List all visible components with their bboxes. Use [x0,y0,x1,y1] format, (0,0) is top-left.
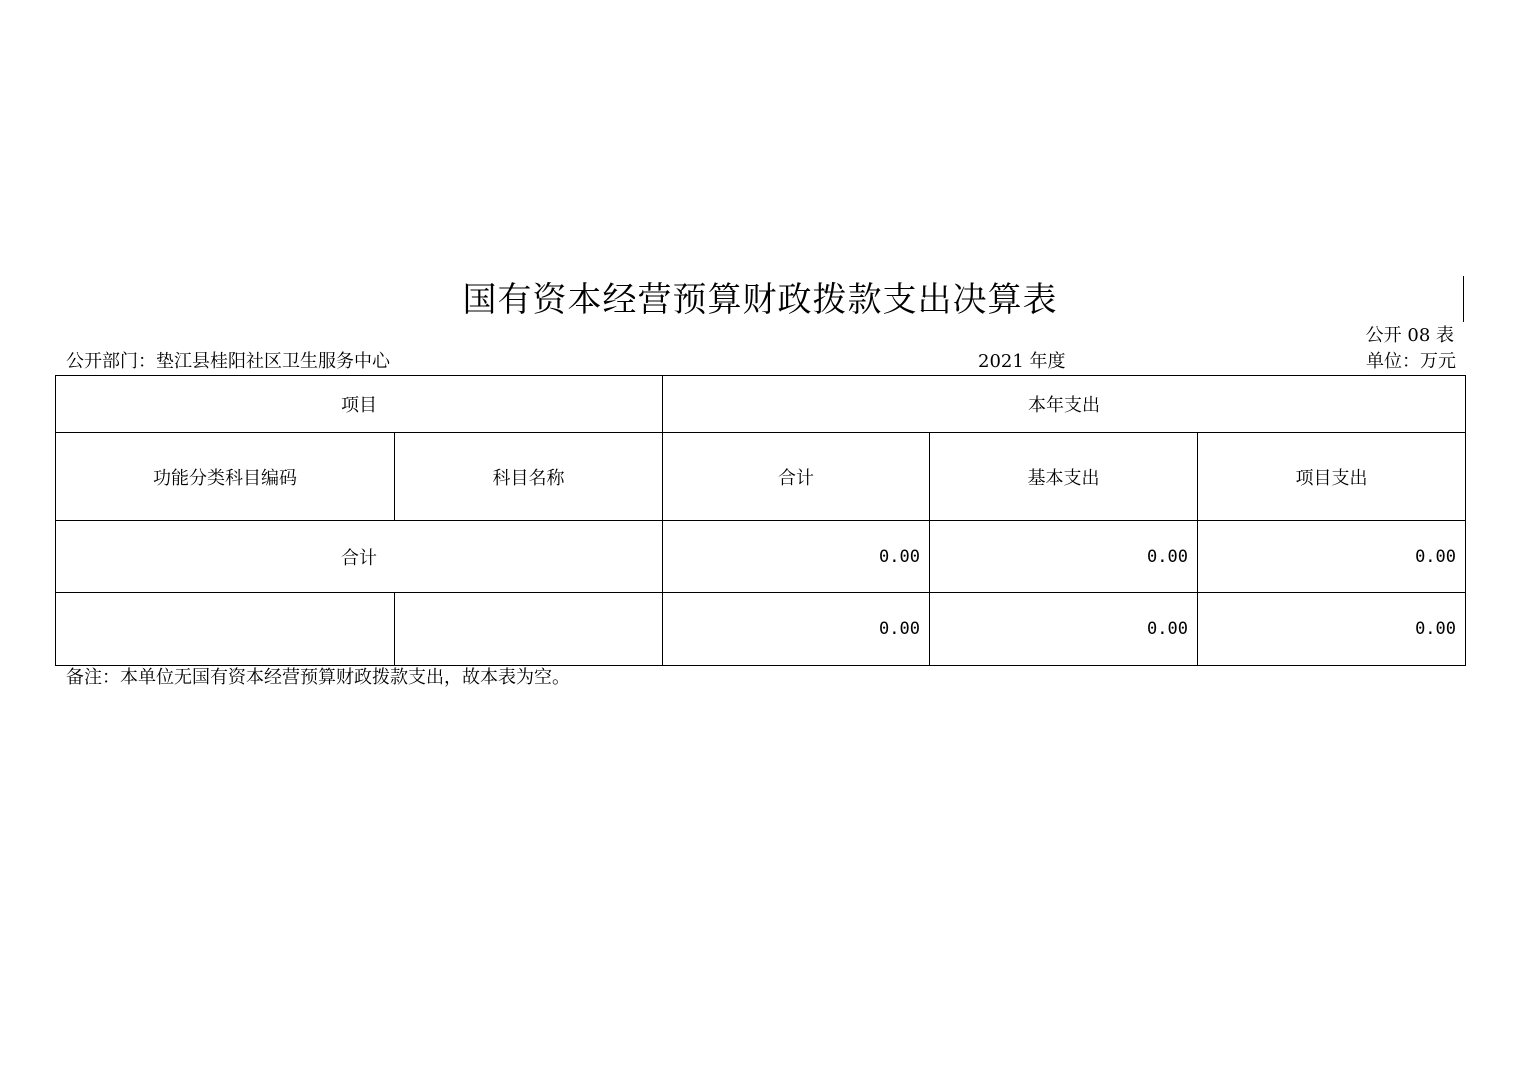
header-row-1 [56,376,1466,433]
meta-row [66,350,1456,374]
header-basic-expense: 基本支出 [930,433,1198,521]
total-row-total: 0.00 [663,521,930,593]
row-basic: 0.00 [930,593,1198,666]
total-row [56,521,1466,593]
header-row-2 [56,433,1466,521]
row-func-code [56,593,395,666]
budget-table [55,375,1466,666]
department-label: 公开部门：垫江县桂阳社区卫生服务中心 [66,351,390,372]
unit-label: 单位：万元 [1366,351,1456,372]
total-row-label: 合计 [56,521,663,593]
header-subject-name: 科目名称 [395,433,663,521]
table-row [56,593,1466,666]
header-total: 合计 [663,433,930,521]
header-project-expense: 项目支出 [1198,433,1466,521]
header-func-code: 功能分类科目编码 [56,433,395,521]
footnote: 备注：本单位无国有资本经营预算财政拨款支出，故本表为空。 [66,667,570,688]
margin-divider-line [1463,276,1464,322]
fiscal-year: 2021 年度 [978,351,1066,372]
form-code: 公开 08 表 [1365,325,1454,346]
document-title: 国有资本经营预算财政拨款支出决算表 [462,280,1058,320]
row-subject-name [395,593,663,666]
total-row-basic: 0.00 [930,521,1198,593]
total-row-project: 0.00 [1198,521,1466,593]
header-current-year-expense: 本年支出 [663,376,1466,433]
header-project: 项目 [56,376,663,433]
row-total: 0.00 [663,593,930,666]
row-project: 0.00 [1198,593,1466,666]
